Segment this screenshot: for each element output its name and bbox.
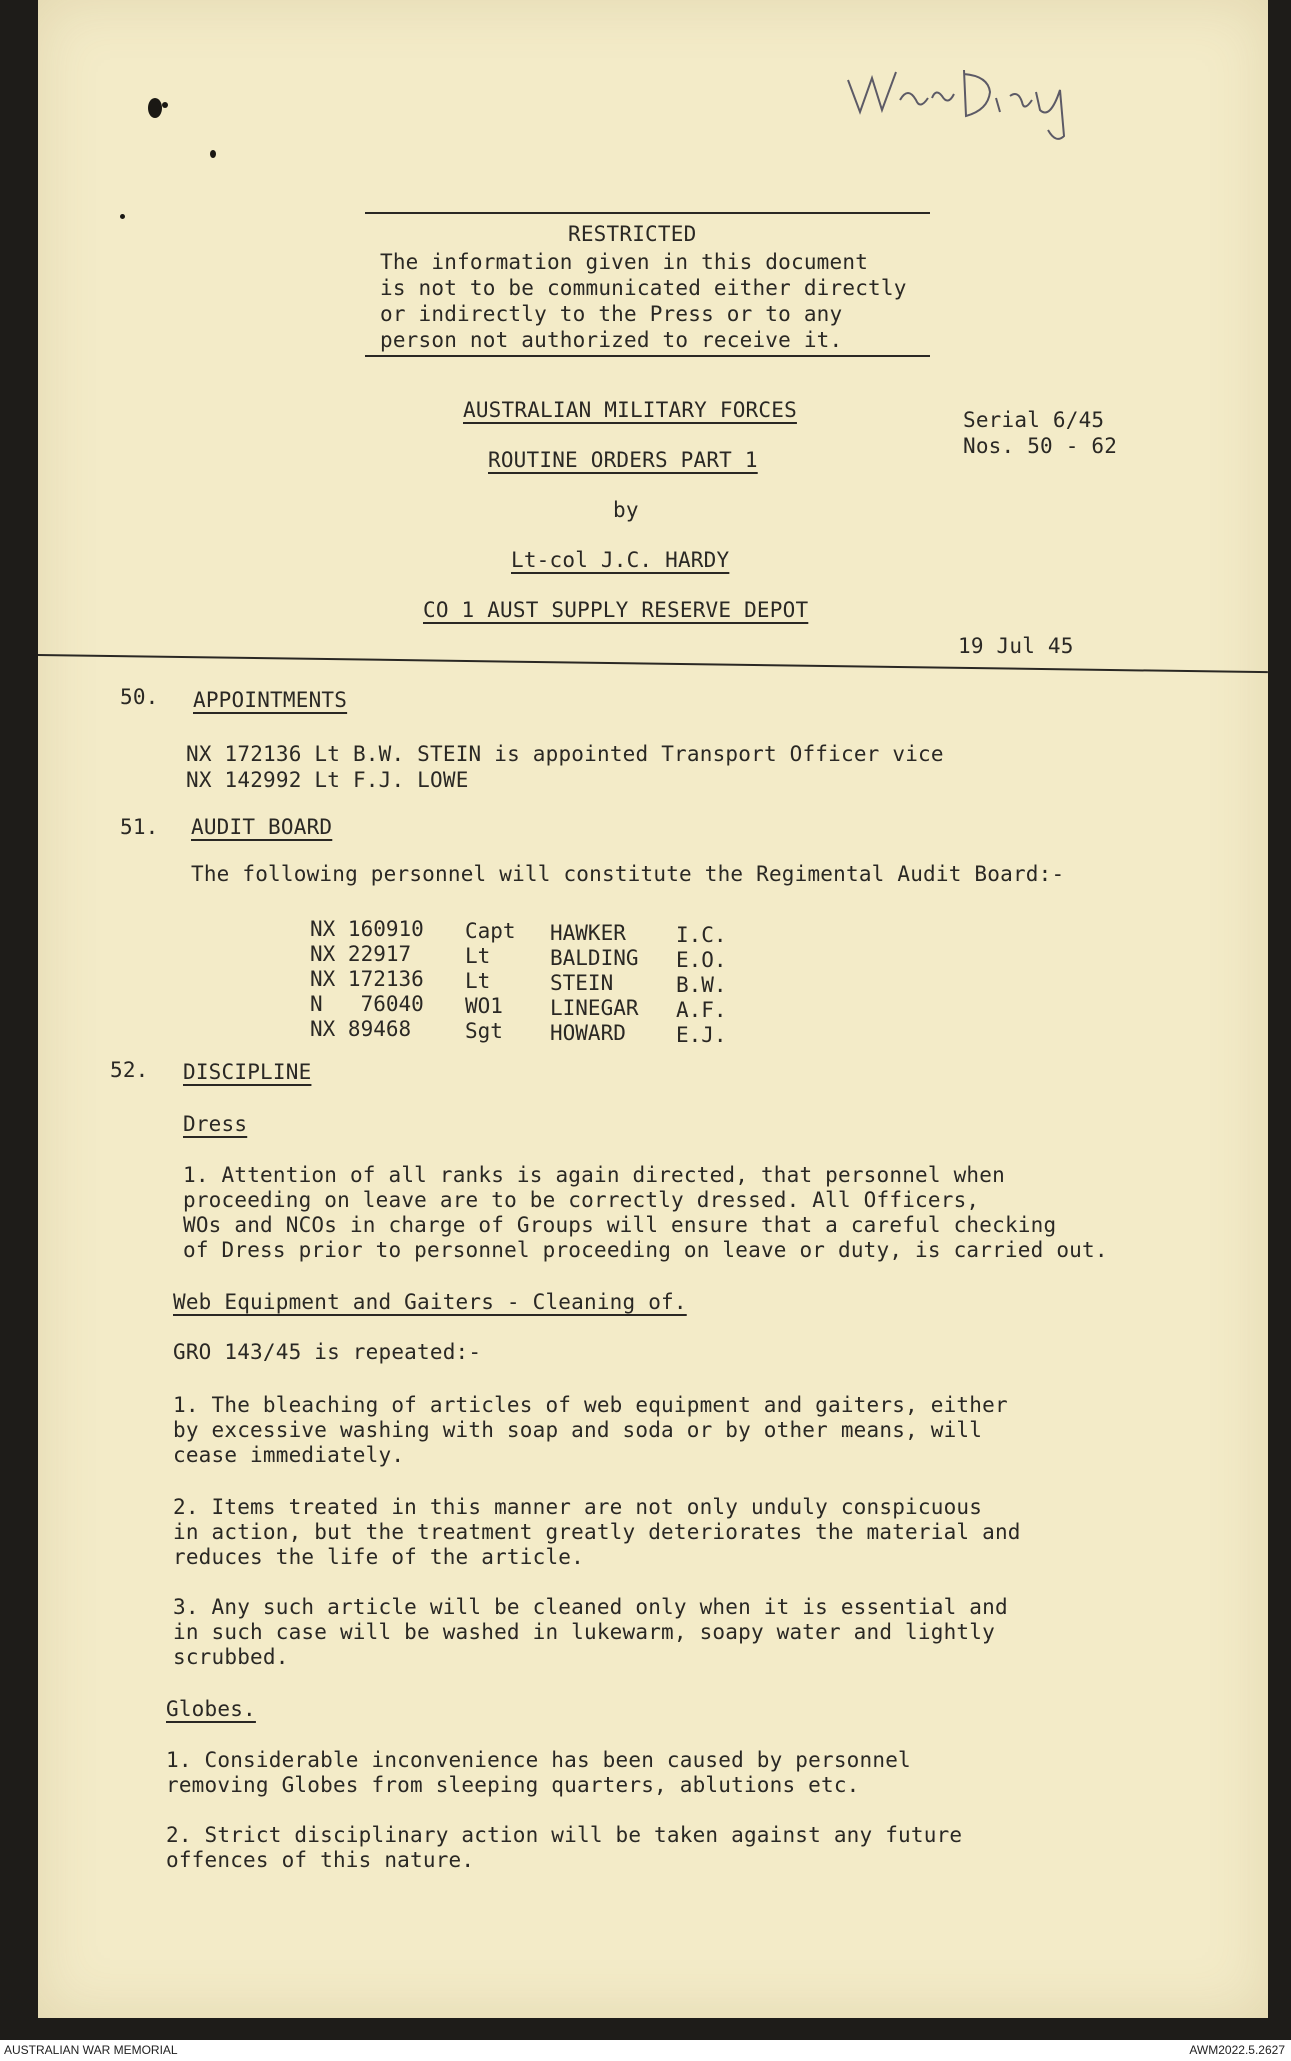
service-number: NX 22917 [310, 942, 412, 966]
service-number: NX 160910 [310, 917, 424, 941]
web-paragraph-line: by excessive washing with soap and soda or by other means, will [173, 1418, 983, 1442]
serial-number: Serial 6/45 [963, 408, 1105, 432]
surname: LINEGAR [550, 996, 639, 1020]
initials: B.W. [676, 973, 727, 997]
section-title-audit-board: AUDIT BOARD [191, 815, 333, 839]
appointment-line: NX 142992 Lt F.J. LOWE [186, 768, 469, 792]
section-title-appointments: APPOINTMENTS [193, 688, 348, 712]
section-number: 52. [110, 1058, 149, 1082]
surname: BALDING [550, 946, 639, 970]
surname: HAWKER [550, 921, 626, 945]
unit-name: CO 1 AUST SUPPLY RESERVE DEPOT [423, 598, 809, 622]
rank: Sgt [465, 1019, 503, 1043]
handwritten-annotation [838, 50, 1098, 140]
ink-blot [148, 98, 162, 118]
section-number: 51. [120, 815, 159, 839]
web-paragraph-line: scrubbed. [173, 1645, 289, 1669]
restricted-line: person not authorized to receive it. [380, 328, 843, 352]
restricted-bottom-rule [365, 355, 930, 357]
subheading-dress: Dress [183, 1112, 248, 1136]
gro-reference: GRO 143/45 is repeated:- [173, 1340, 482, 1364]
dress-paragraph-line: proceeding on leave are to be correctly dressed. All Officers, [183, 1188, 980, 1212]
web-paragraph-line: 3. Any such article will be cleaned only when it is essential and [173, 1595, 1008, 1619]
ink-blot [210, 150, 216, 158]
initials: E.J. [676, 1023, 727, 1047]
initials: A.F. [676, 998, 727, 1022]
order-numbers: Nos. 50 - 62 [963, 434, 1118, 458]
initials: E.O. [676, 948, 727, 972]
service-number: NX 172136 [310, 967, 424, 991]
by-label: by [613, 498, 639, 522]
restricted-line: The information given in this document [380, 250, 869, 274]
orders-title: ROUTINE ORDERS PART 1 [488, 448, 758, 472]
globes-paragraph-line: removing Globes from sleeping quarters, ablutions etc. [166, 1773, 860, 1797]
globes-paragraph-line: 1. Considerable inconvenience has been caused by personnel [166, 1748, 911, 1772]
header-divider [38, 654, 1268, 673]
dress-paragraph-line: WOs and NCOs in charge of Groups will ensure that a careful checking [183, 1213, 1057, 1237]
web-paragraph-line: cease immediately. [173, 1443, 405, 1467]
dress-paragraph-line: of Dress prior to personnel proceeding on leave or duty, is carried out. [183, 1238, 1108, 1262]
globes-paragraph-line: 2. Strict disciplinary action will be taken against any future [166, 1823, 963, 1847]
footer-source: AUSTRALIAN WAR MEMORIAL [4, 2043, 178, 2057]
dress-paragraph-line: 1. Attention of all ranks is again directed, that personnel when [183, 1163, 1005, 1187]
web-paragraph-line: reduces the life of the article. [173, 1545, 584, 1569]
footer-accession-number: AWM2022.5.2627 [1189, 2043, 1285, 2057]
rank: Lt [465, 944, 491, 968]
restricted-line: is not to be communicated either directly [380, 276, 907, 300]
initials: I.C. [676, 923, 727, 947]
rank: Lt [465, 969, 491, 993]
restricted-top-rule [365, 212, 930, 214]
document-page [38, 0, 1268, 2018]
audit-board-intro: The following personnel will constitute the Regimental Audit Board:- [191, 862, 1065, 886]
subheading-web-equipment: Web Equipment and Gaiters - Cleaning of. [173, 1290, 687, 1314]
appointment-line: NX 172136 Lt B.W. STEIN is appointed Transport Officer vice [186, 742, 944, 766]
service-number: N 76040 [310, 992, 424, 1016]
web-paragraph-line: in such case will be washed in lukewarm, soapy water and lightly [173, 1620, 995, 1644]
surname: HOWARD [550, 1021, 626, 1045]
subheading-globes: Globes. [166, 1697, 256, 1721]
service-number: NX 89468 [310, 1017, 412, 1041]
restricted-title: RESTRICTED [568, 222, 697, 246]
rank: WO1 [465, 994, 503, 1018]
web-paragraph-line: 2. Items treated in this manner are not only unduly conspicuous [173, 1495, 983, 1519]
rank: Capt [465, 919, 516, 943]
ink-blot [162, 102, 168, 108]
web-paragraph-line: in action, but the treatment greatly deteriorates the material and [173, 1520, 1021, 1544]
footer-bar [0, 2040, 1291, 2061]
globes-paragraph-line: offences of this nature. [166, 1848, 475, 1872]
section-title-discipline: DISCIPLINE [183, 1060, 312, 1084]
surname: STEIN [550, 971, 614, 995]
org-title: AUSTRALIAN MILITARY FORCES [463, 398, 797, 422]
officer-name: Lt-col J.C. HARDY [511, 548, 730, 572]
ink-blot [120, 214, 125, 219]
web-paragraph-line: 1. The bleaching of articles of web equipment and gaiters, either [173, 1393, 1008, 1417]
section-number: 50. [120, 685, 159, 709]
restricted-line: or indirectly to the Press or to any [380, 302, 843, 326]
order-date: 19 Jul 45 [958, 634, 1074, 658]
